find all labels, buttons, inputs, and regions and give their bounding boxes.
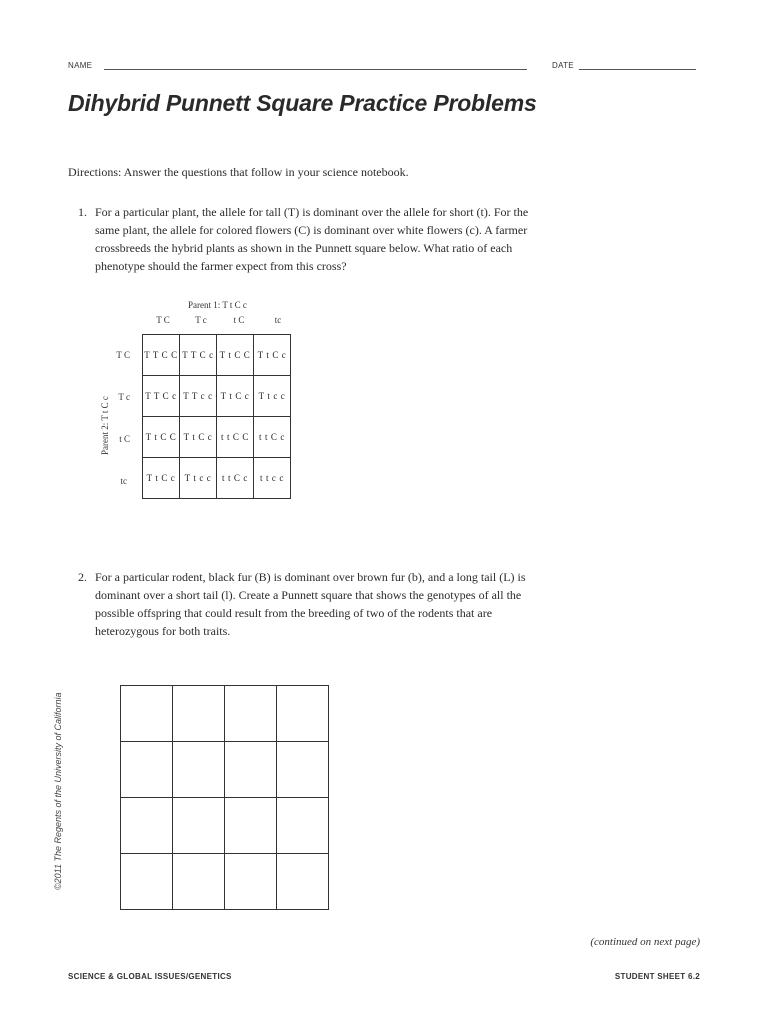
continued-note: (continued on next page) (590, 936, 700, 948)
table-row (143, 335, 291, 376)
punnett-cell: t t C c (254, 417, 291, 458)
table-row (121, 686, 329, 742)
table-row (121, 742, 329, 798)
parent-1-label: Parent 1: T t C c (188, 300, 247, 310)
blank-cell[interactable] (277, 686, 329, 742)
blank-cell[interactable] (173, 854, 225, 910)
blank-cell[interactable] (121, 798, 173, 854)
date-line[interactable] (579, 69, 696, 70)
date-label: DATE (552, 61, 574, 70)
blank-cell[interactable] (277, 742, 329, 798)
directions-text: Directions: Answer the questions that follow in your science notebook. (68, 165, 409, 179)
punnett-cell: T t c c (180, 458, 217, 499)
footer-course: SCIENCE & GLOBAL ISSUES/GENETICS (68, 972, 232, 981)
punnett-cell: t t C C (217, 417, 254, 458)
table-row (143, 458, 291, 499)
row-label-2: T c (118, 392, 130, 402)
punnett-cell: T T C C (143, 335, 180, 376)
blank-cell[interactable] (121, 742, 173, 798)
punnett-cell: T T C c (180, 335, 217, 376)
question-1 (78, 203, 538, 275)
punnett-cell: T t C c (217, 376, 254, 417)
table-row (143, 376, 291, 417)
name-line[interactable] (104, 69, 527, 70)
column-label-1: T C (156, 315, 170, 325)
blank-cell[interactable] (173, 686, 225, 742)
blank-cell[interactable] (225, 686, 277, 742)
question-1-number: 1. (78, 205, 87, 219)
punnett-cell: T T C c (143, 376, 180, 417)
punnett-cell: T T c c (180, 376, 217, 417)
row-label-4: tc (120, 476, 127, 486)
column-label-3: t C (233, 315, 245, 325)
punnett-cell: t t c c (254, 458, 291, 499)
blank-cell[interactable] (225, 854, 277, 910)
blank-cell[interactable] (121, 686, 173, 742)
parent-2-label: Parent 2: T t C c (100, 396, 110, 455)
blank-cell[interactable] (225, 798, 277, 854)
copyright-text: ©2011 The Regents of the University of California (53, 692, 63, 890)
question-2 (78, 568, 538, 640)
punnett-cell: T t C c (143, 458, 180, 499)
question-2-text: For a particular rodent, black fur (B) is dominant over brown fur (b), and a long tail (L) is dominant over a short tail (l). Create a Punnett square that shows the genotypes of all the possible offspring that could result from the breeding of two of the rodents that are heterozygous for both traits. (95, 570, 526, 638)
page-title: Dihybrid Punnett Square Practice Problems (68, 90, 537, 116)
table-row (121, 798, 329, 854)
table-row (121, 854, 329, 910)
blank-cell[interactable] (173, 742, 225, 798)
row-label-1: T C (116, 350, 130, 360)
table-row (143, 417, 291, 458)
footer-sheet: STUDENT SHEET 6.2 (614, 972, 700, 981)
blank-cell[interactable] (277, 854, 329, 910)
question-1-text: For a particular plant, the allele for tall (T) is dominant over the allele for short (t). For the same plant, the allele for colored flowers (C) is dominant over white flowers (c). A farmer crossbreeds the hybrid plants as shown in the Punnett square below. What ratio of each phenotype should the farmer expect from this cross? (95, 205, 529, 273)
punnett-cell: T t C C (217, 335, 254, 376)
punnett-cell: T t C c (180, 417, 217, 458)
punnett-cell: T t c c (254, 376, 291, 417)
name-label: NAME (68, 61, 93, 70)
punnett-square-1 (142, 334, 291, 499)
blank-cell[interactable] (121, 854, 173, 910)
question-2-number: 2. (78, 570, 87, 584)
blank-cell[interactable] (225, 742, 277, 798)
column-label-2: T c (195, 315, 207, 325)
punnett-cell: T t C c (254, 335, 291, 376)
row-label-3: t C (119, 434, 130, 444)
blank-cell[interactable] (173, 798, 225, 854)
blank-punnett-square (120, 685, 329, 910)
blank-cell[interactable] (277, 798, 329, 854)
punnett-cell: T t C C (143, 417, 180, 458)
punnett-cell: t t C c (217, 458, 254, 499)
column-label-4: tc (274, 315, 282, 325)
